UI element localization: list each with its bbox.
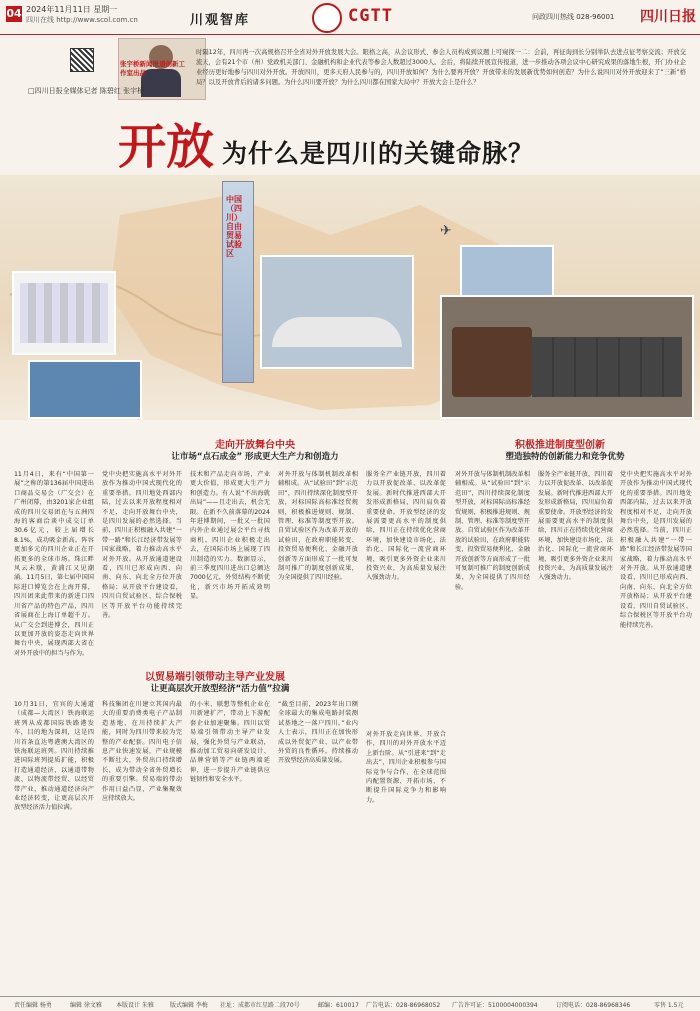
intro-paragraph: 时隔12年，四川再一次高规格召开全省对外开放发展大会。眼格之高，从会议形式、参会人员构成到议题上可窥探一二：会前，再征询到长分别举队去进点征考察交流；开放交流天，会有21个市（州）党政机关部门、金融机构和企业代表等参会人数超过3000人。会后，将陆续开展宣传报道，进一步推动各项会议中心研究成果的落地生根，开门办业企业经历更好地参与四川对外开放。开放四川，更多天府人民参与的，四川开放如何？为什么要再开放？开放带来的发展新优势如何创造？为什么说四川对外开放迎来了“三新”格局？以及开放背后的诸多问题。为什么四川要开放？为什么四川都在国家大局中？开放大会上是什么？ xyxy=(196,49,687,86)
section-lower-title: 以贸易端引领带动主导产业发展 xyxy=(145,672,285,683)
footer-subscription: 订阅电话：028-86968346 xyxy=(556,1002,631,1009)
website-link[interactable]: 四川在线 http://www.scol.com.cn xyxy=(26,16,138,24)
airplane-icon: ✈ xyxy=(440,223,452,239)
footer-check: 版式编辑 李梅 xyxy=(170,1002,208,1009)
footer-ad: 广告电话：028-86968052 xyxy=(366,1002,441,1009)
airport-photo xyxy=(260,255,414,369)
article-column-7: 服务全产业链开放，四川着力以开放促改革、以改革促发展。新时代推进西部大开发形成新格局，四川肩负着重要使命。开放型经济的发展需要更高水平的制度供给，四川正在持续优化营商环境，加快建设市场化、法治化、国际化一流营商环境，吸引更多外资企业来川投资兴业，为高质量发展注入强劲动力。 xyxy=(538,471,613,582)
hero-illustration xyxy=(0,175,700,420)
footer-layout: 编辑 徐文雅 xyxy=(70,1002,102,1009)
paper-name: 四川日报 xyxy=(640,9,696,25)
port-photo xyxy=(28,360,142,419)
footer-design: 本版设计 朱雅 xyxy=(116,1002,154,1009)
article-column-5: 服务全产业链开放，四川着力以开放促改革、以改革促发展。新时代推进西部大开发形成新格局，四川肩负着重要使命。开放型经济的发展需要更高水平的制度供给，四川正在持续优化营商环境，加快建设市场化、法治化、国际化一流营商环境，吸引更多外资企业来川投资兴业，为高质量发展注入强劲动力。 xyxy=(366,471,446,582)
article-column-4: 对外开放与体制机制改革相辅相成。从“试验田”到“示范田”，四川持续深化制度型开放，对标国际高标准经贸规则，积极推进规则、规制、管理、标准等制度型开放。自贸试验区作为改革开放的试验田，在政府职能转变、投资贸易便利化、金融开放创新等方面形成了一批可复制可推广的制度创新成果，为全国提供了四川经验。 xyxy=(278,471,358,582)
article-column-2: 党中央把实施高水平对外开放作为推动中国式现代化的重要举措。四川地处西部内陆，过去以来开放程度相对不足，走向开放舞台中央，是四川发展的必然选择。当前，四川正积极融入共建“一带一路”和长江经济带发展等国家战略，着力推动高水平对外开放。从开放通道建设看，四川已形成向西、向南、向东、向北全方位开放格局；从开放平台建设看，四川自贸试验区、综合保税区等开放平台功能持续完善。 xyxy=(102,471,182,620)
footer-postcode: 邮编：610017 xyxy=(318,1002,359,1009)
qr-code-icon[interactable] xyxy=(70,48,94,72)
article-column-1: 11月4日，来有“中国第一展”之称的第136届中国进出口商品交易会（广交会）在广州闭幕，由3201家企业组成的四川交易团在与五洲四海的客商洽谈中成交订单30.6亿元，较上届增长8.1%，成功吸金新高。阵容更加多元的四川企业正在开拓更多的全球市场。珠江畔风云未歇，黄浦江又见潮涌。11月5日，第七届中国国际进口博览会在上海开幕，四川团来此带来的新进口四川省产品的特色产品，四川省展商在上海订单超千万。从广交会到进博会，四川正以更加开放的姿态走向世界舞台中央，展现西部大省在对外开放中的担当与作为。 xyxy=(14,471,94,657)
section-left-title: 走向开放舞台中央 xyxy=(215,440,295,451)
footer-address: 社址：成都市红星路二段70号 xyxy=(220,1002,300,1009)
article-column-8: 党中央把实施高水平对外开放作为推动中国式现代化的重要举措。四川地处西部内陆，过去以来开放程度相对不足，走向开放舞台中央，是四川发展的必然选择。当前，四川正积极融入共建“一带一路”和长江经济带发展等国家战略，着力推动高水平对外开放。从开放通道建设看，四川已形成向西、向南、向东、向北全方位开放格局；从开放平台建设看，四川自贸试验区、综合保税区等开放平台功能持续完善。 xyxy=(620,471,692,629)
factory-photo xyxy=(12,271,116,355)
train-photo xyxy=(440,295,694,419)
article-column-9: 10月31日，宜宾的大通道（成都—大湾区）铁海联运班列从成都国际铁路港发车，目的地为深圳，这是四川首条直达粤港澳大湾区的铁海联运班列。四川持续推进国际班列提质扩能，积极打造通道经济，以通道带物流、以物流带经贸、以经贸带产业，推动通道经济向产业经济转变，让更高层次开放型经济活力值拉满。 xyxy=(14,701,94,812)
article-column-13: 对外开放走向世界、开放合作，四川的对外开放水平迈上新台阶。从“引进来”到“走出去”，四川企业积极参与国际竞争与合作，在全球范围内配置资源、开拓市场，不断提升国际竞争力和影响力。 xyxy=(366,731,446,804)
landmark-label: 中国（四川）自由贸易试验区 xyxy=(226,195,242,258)
article-column-6: 对外开放与体制机制改革相辅相成。从“试验田”到“示范田”，四川持续深化制度型开放，对标国际高标准经贸规则，积极推进规则、规制、管理、标准等制度型开放。自贸试验区作为改革开放的试验田，在政府职能转变、投资贸易便利化、金融开放创新等方面形成了一批可复制可推广的制度创新成果，为全国提供了四川经验。 xyxy=(455,471,530,591)
hotline: 问政四川热线 028-96001 xyxy=(532,13,615,21)
masthead xyxy=(0,0,700,35)
article-column-10: 科技集团在川建立其国内最大的重要消费类电子产品制造基地，在川持续扩大产能，同时为四川带来较为完整的产业配套。四川电子信息产业快速发展，产业规模不断壮大，外贸出口持续增长，成为带动全省外贸增长的重要引擎。贸易端的带动作用日益凸显，产业集聚效应持续放大。 xyxy=(102,701,182,803)
page-number: 04 xyxy=(6,7,22,20)
section-left-subtitle: 让市场“点石成金” 形成更大生产力和创造力 xyxy=(171,452,339,462)
section-title: 川观智库 xyxy=(190,13,251,28)
article-column-12: “截至目前，2023年出口额全球最大的集成电路封装测试基地之一落户四川。”业内人士表示，四川正在加快形成以外贸促产业、以产业带外贸的良性循环，持续推动开放型经济高质量发展。 xyxy=(278,701,358,765)
byline: □四川日报全媒体记者 陈碧红 张宇桥 xyxy=(28,87,145,95)
footer-price: 零售 1.5元 xyxy=(654,1002,684,1009)
portrait-caption: 张宇桥新闻报道创新工作室出品 xyxy=(120,60,185,77)
article-column-11: 的小米、联想等整机企业在川新建扩产，带动上下游配套企业加速聚集。四川以贸易端引领带动主导产业发展，强化外贸与产业联动，推动加工贸易向研发设计、品牌营销等产业链两端延伸，进一步提升产业链供应链韧性和安全水平。 xyxy=(190,701,270,784)
footer-license: 广告许可证：5100004000394 xyxy=(452,1002,538,1009)
headline-text: 为什么是四川的关键命脉？ xyxy=(222,139,535,168)
footer-editor: 责任编辑 杨勇 xyxy=(14,1002,52,1009)
footer xyxy=(0,996,700,1011)
section-right-title: 积极推进制度型创新 xyxy=(515,440,605,451)
issue-date: 2024年11月11日 星期一 xyxy=(26,5,118,14)
article-column-3: 技术和产品走向市场，产业更大价值，形成更大生产力和创造力。有人说“不出海就出局”——且走出去，机会无限。在新不久前落幕的2024年进博期间，一批又一批国内外企业通过展会平台寻找商机。四川企业积极走出去，在国际市场上展现了四川制造的实力。数据显示，前三季度四川进出口总额达7000亿元，外贸结构不断优化，新兴市场开拓成效明显。 xyxy=(190,471,270,601)
headline-emphasis: 开放 xyxy=(118,119,215,175)
emblem-icon xyxy=(312,3,342,33)
section-lower-subtitle: 让更高层次开放型经济“活力值”拉满 xyxy=(150,684,290,694)
brand-logo: CGTT xyxy=(348,6,393,26)
section-right-subtitle: 塑造独特的创新能力和竞争优势 xyxy=(505,452,625,462)
